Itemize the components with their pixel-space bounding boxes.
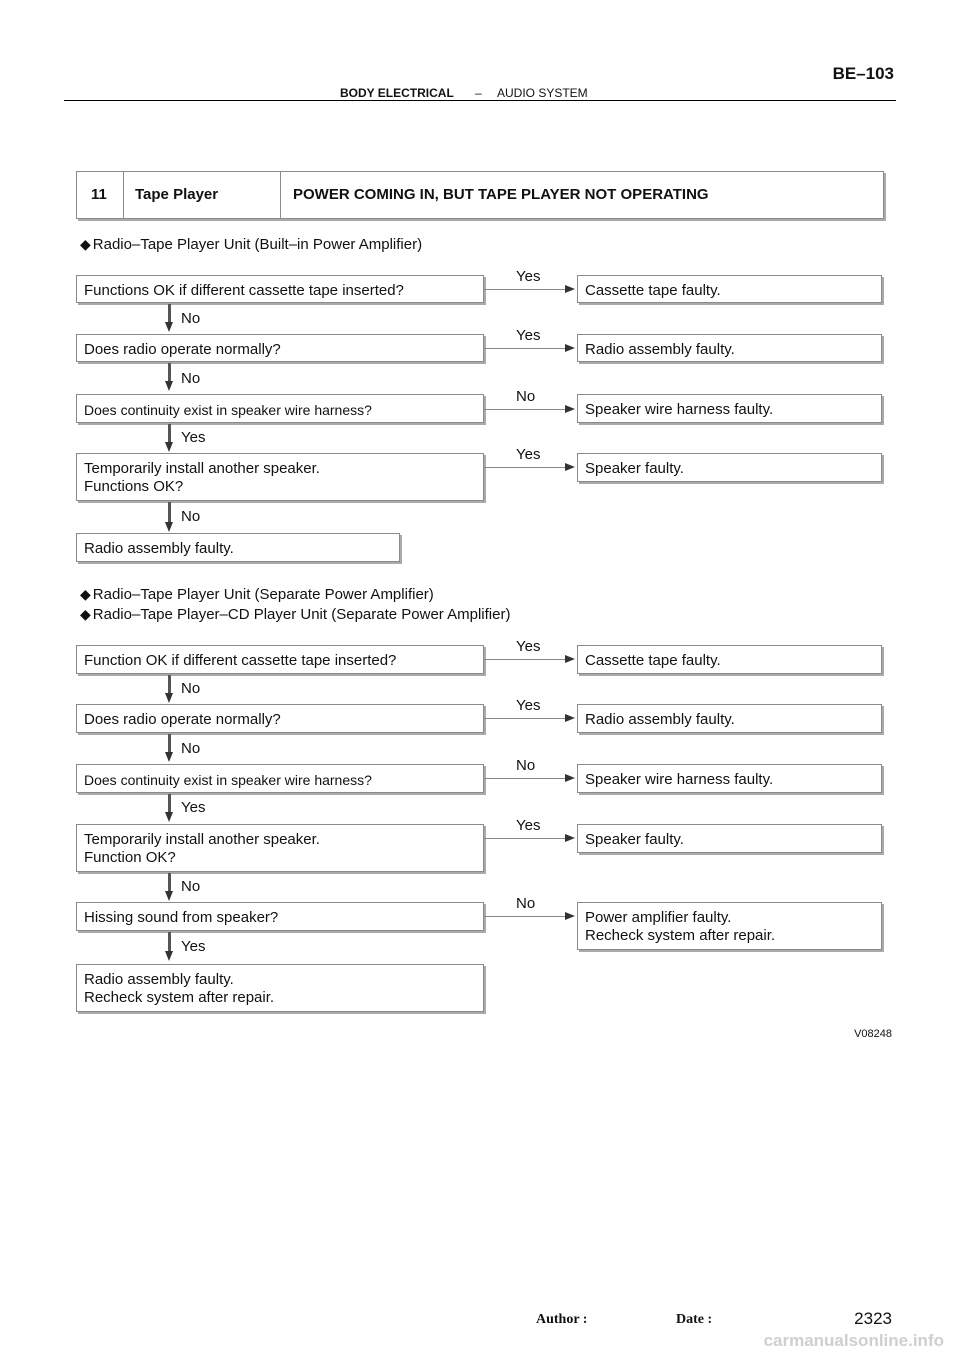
- arrow-right-icon: [565, 912, 575, 920]
- connector-line: [168, 424, 171, 444]
- connector-line: [168, 304, 171, 324]
- connector-line: [484, 838, 566, 839]
- branch-label: No: [181, 680, 201, 697]
- branch-label: Yes: [181, 429, 206, 446]
- result-box: Cassette tape faulty.: [577, 275, 882, 303]
- connector-line: [168, 734, 171, 754]
- result-box: Radio assembly faulty.: [577, 334, 882, 362]
- connector-line: [484, 916, 566, 917]
- question-box: Temporarily install another speaker. Function OK?: [76, 824, 484, 872]
- connector-line: [484, 659, 566, 660]
- arrow-down-icon: [165, 442, 173, 452]
- branch-label: Yes: [181, 799, 206, 816]
- branch-label: Yes: [516, 446, 541, 463]
- arrow-right-icon: [565, 834, 575, 842]
- connector-line: [484, 718, 566, 719]
- question-box: Functions OK if different cassette tape inserted?: [76, 275, 484, 303]
- connector-line: [168, 363, 171, 383]
- connector-line: [484, 289, 566, 290]
- problem-title-row: [76, 171, 884, 219]
- arrow-down-icon: [165, 951, 173, 961]
- branch-label: No: [516, 895, 536, 912]
- question-box: Does radio operate normally?: [76, 704, 484, 733]
- column-divider: [280, 172, 281, 218]
- arrow-right-icon: [565, 774, 575, 782]
- header-rule: [64, 100, 896, 101]
- arrow-down-icon: [165, 322, 173, 332]
- connector-line: [484, 348, 566, 349]
- arrow-right-icon: [565, 463, 575, 471]
- arrow-right-icon: [565, 285, 575, 293]
- branch-label: Yes: [516, 327, 541, 344]
- connector-line: [168, 502, 171, 524]
- result-box: Cassette tape faulty.: [577, 645, 882, 674]
- result-box: Speaker faulty.: [577, 824, 882, 853]
- connector-line: [168, 675, 171, 695]
- result-box: Speaker wire harness faulty.: [577, 394, 882, 423]
- branch-label: No: [181, 508, 201, 525]
- variant-heading: ◆ Radio–Tape Player Unit (Built–in Power Amplifier): [80, 236, 423, 253]
- diamond-bullet-icon: ◆: [80, 236, 91, 252]
- connector-line: [484, 467, 566, 468]
- connector-line: [168, 932, 171, 953]
- question-box: Does radio operate normally?: [76, 334, 484, 362]
- branch-label: No: [181, 370, 201, 387]
- branch-label: Yes: [181, 938, 206, 955]
- page-number: 2323: [854, 1309, 892, 1328]
- result-box: Radio assembly faulty.: [577, 704, 882, 733]
- figure-code: V08248: [854, 1028, 892, 1040]
- arrow-right-icon: [565, 405, 575, 413]
- connector-line: [484, 778, 566, 779]
- connector-line: [168, 873, 171, 893]
- variant-heading: ◆ Radio–Tape Player–CD Player Unit (Separate Power Amplifier): [80, 606, 511, 623]
- page-code: BE–103: [832, 64, 894, 83]
- arrow-right-icon: [565, 714, 575, 722]
- branch-label: No: [181, 878, 201, 895]
- question-box: Function OK if different cassette tape inserted?: [76, 645, 484, 674]
- result-box: Speaker wire harness faulty.: [577, 764, 882, 793]
- watermark: carmanualsonline.info: [763, 1331, 944, 1350]
- connector-line: [484, 409, 566, 410]
- diamond-bullet-icon: ◆: [80, 586, 91, 602]
- branch-label: Yes: [516, 817, 541, 834]
- branch-label: Yes: [516, 638, 541, 655]
- question-box: Temporarily install another speaker. Functions OK?: [76, 453, 484, 501]
- result-box: Speaker faulty.: [577, 453, 882, 482]
- date-label: Date :: [676, 1312, 713, 1327]
- question-box: Hissing sound from speaker?: [76, 902, 484, 931]
- variant-heading: ◆ Radio–Tape Player Unit (Separate Power Amplifier): [80, 586, 434, 603]
- subsection-title: AUDIO SYSTEM: [497, 86, 588, 100]
- arrow-down-icon: [165, 693, 173, 703]
- question-box: Does continuity exist in speaker wire harness?: [76, 394, 484, 423]
- arrow-down-icon: [165, 891, 173, 901]
- arrow-down-icon: [165, 752, 173, 762]
- column-divider: [123, 172, 124, 218]
- problem-number: 11: [91, 186, 107, 203]
- connector-line: [168, 794, 171, 814]
- result-box: Radio assembly faulty.: [76, 533, 400, 562]
- branch-label: Yes: [516, 268, 541, 285]
- arrow-down-icon: [165, 812, 173, 822]
- author-label: Author :: [536, 1312, 588, 1327]
- branch-label: No: [181, 740, 201, 757]
- branch-label: No: [516, 757, 536, 774]
- component-name: Tape Player: [135, 186, 219, 203]
- arrow-right-icon: [565, 655, 575, 663]
- arrow-down-icon: [165, 522, 173, 532]
- branch-label: No: [516, 388, 536, 405]
- symptom-text: POWER COMING IN, BUT TAPE PLAYER NOT OPERATING: [293, 186, 709, 203]
- header-dash: –: [475, 86, 482, 100]
- arrow-down-icon: [165, 381, 173, 391]
- branch-label: Yes: [516, 697, 541, 714]
- diamond-bullet-icon: ◆: [80, 606, 91, 622]
- arrow-right-icon: [565, 344, 575, 352]
- result-box: Power amplifier faulty. Recheck system after repair.: [577, 902, 882, 950]
- branch-label: No: [181, 310, 201, 327]
- section-title: BODY ELECTRICAL: [340, 86, 454, 100]
- result-box: Radio assembly faulty. Recheck system after repair.: [76, 964, 484, 1012]
- question-box: Does continuity exist in speaker wire harness?: [76, 764, 484, 793]
